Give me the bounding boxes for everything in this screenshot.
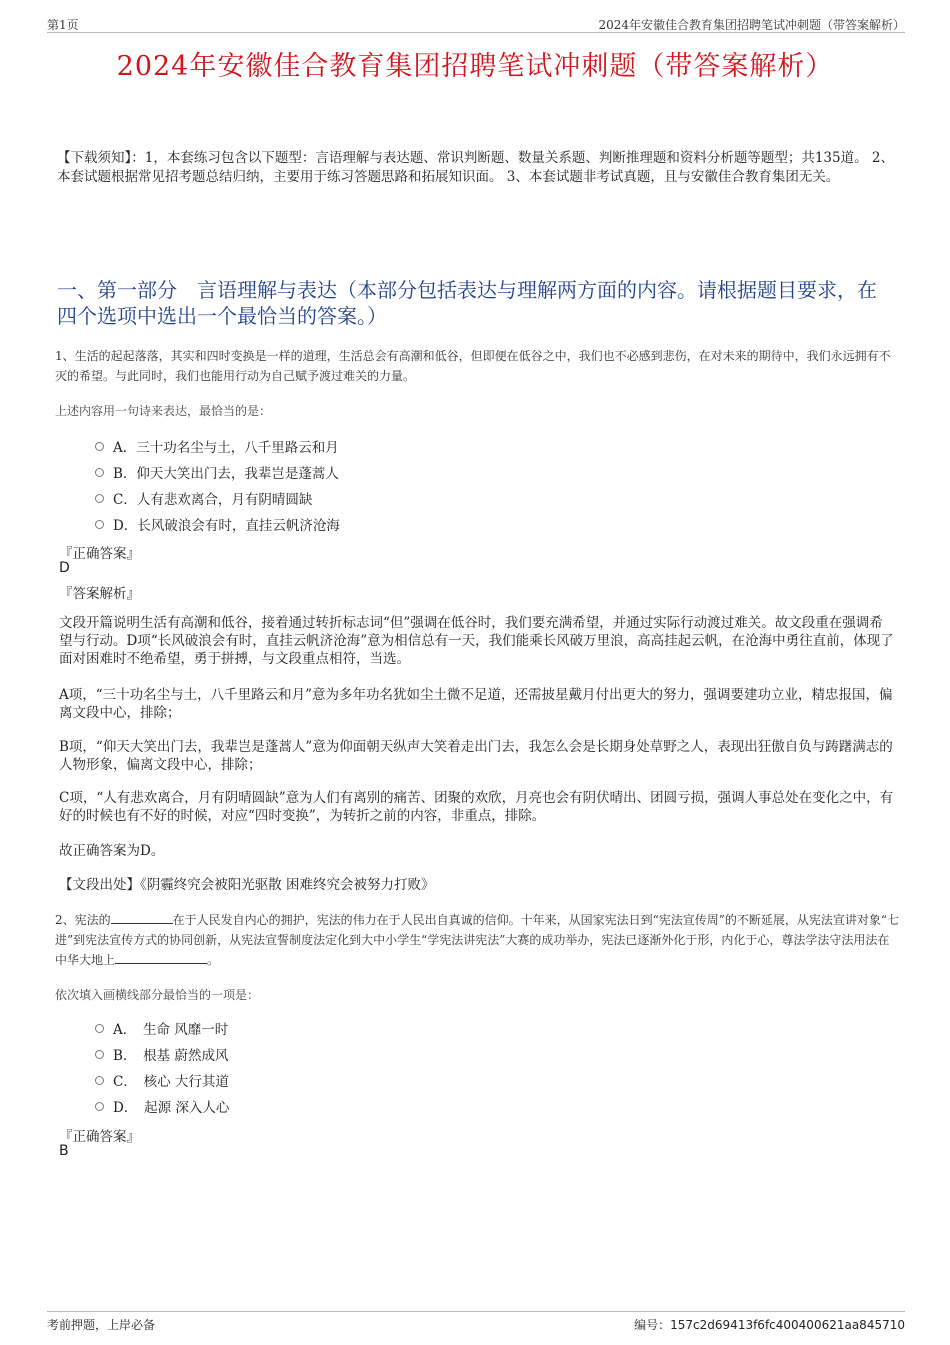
option-a[interactable]: A．三十功名尘与土，八千里路云和月 — [95, 433, 340, 459]
page-header — [47, 14, 905, 33]
page-footer — [47, 1311, 905, 1334]
header-title: 2024年安徽佳合教育集团招聘笔试冲刺题（带答案解析） — [598, 18, 905, 32]
blank-line — [111, 911, 173, 924]
analysis-paragraph: B项，“仰天大笑出门去，我辈岂是蓬蒿人”意为仰面朝天纵声大笑着走出门去，我怎么会是长期身处草野之人，表现出狂傲自负与踌躇满志的人物形象，偏离文段中心，排除； — [59, 739, 893, 773]
option-c[interactable]: C．人有悲欢离合，月有阴晴圆缺 — [95, 485, 340, 511]
option-c[interactable]: C． 核心 大行其道 — [95, 1067, 229, 1093]
analysis-label: 『答案解析』 — [59, 586, 140, 602]
document-code: 编号：157c2d69413f6fc400400621aa845710 — [634, 1318, 905, 1332]
radio-icon[interactable] — [95, 520, 104, 529]
correct-answer: D — [59, 560, 70, 576]
question-1-prompt: 上述内容用一句诗来表达，最恰当的是： — [55, 404, 272, 418]
blank-line — [115, 951, 207, 964]
analysis-paragraph: C项，“人有悲欢离合，月有阴晴圆缺”意为人们有离别的痛苦、团聚的欢欣，月亮也会有阴伏晴出、团圆亏损，强调人事总处在变化之中，有好的时候也有不好的时候，对应“四时变换”，为转折之前的内容，非重点，排除。 — [59, 790, 894, 824]
radio-icon[interactable] — [95, 494, 104, 503]
radio-icon[interactable] — [95, 442, 104, 451]
question-2-prompt: 依次填入画横线部分最恰当的一项是： — [55, 988, 260, 1002]
radio-icon[interactable] — [95, 1102, 104, 1111]
question-2-options — [95, 1015, 229, 1119]
radio-icon[interactable] — [95, 1076, 104, 1085]
radio-icon[interactable] — [95, 1024, 104, 1033]
option-d[interactable]: D． 起源 深入人心 — [95, 1093, 229, 1119]
option-b[interactable]: B． 根基 蔚然成风 — [95, 1041, 229, 1067]
footer-slogan: 考前押题，上岸必备 — [47, 1318, 156, 1332]
option-b[interactable]: B．仰天大笑出门去，我辈岂是蓬蒿人 — [95, 459, 340, 485]
download-notice: 【下载须知】：1，本套练习包含以下题型：言语理解与表达题、常识判断题、数量关系题、判断推理题和资料分析题等题型；共135道。 2、本套试题根据常见招考题总结归纳，主要用于练习答题思路和拓展知识面。 3、本套试题非考试真题，且与安徽佳合教育集团无关。 — [57, 150, 894, 185]
correct-answer: B — [59, 1143, 69, 1159]
source-citation: 【文段出处】《阴霾终究会被阳光驱散 困难终究会被努力打败》 — [59, 877, 435, 893]
question-1-text: 1、生活的起起落落，其实和四时变换是一样的道理，生活总会有高潮和低谷，但即便在低谷之中，我们也不必感到悲伤，在对未来的期待中，我们永远拥有不灭的希望。与此同时，我们也能用行动为自己赋予渡过难关的力量。 — [55, 349, 891, 383]
document-title: 2024年安徽佳合教育集团招聘笔试冲刺题（带答案解析） — [116, 51, 834, 82]
option-d[interactable]: D．长风破浪会有时，直挂云帆济沧海 — [95, 511, 340, 537]
analysis-conclusion: 故正确答案为D。 — [59, 843, 165, 859]
radio-icon[interactable] — [95, 1050, 104, 1059]
option-a[interactable]: A． 生命 风靡一时 — [95, 1015, 229, 1041]
answer-label: 『正确答案』 — [59, 546, 140, 562]
analysis-paragraph: A项，“三十功名尘与土，八千里路云和月”意为多年功名犹如尘土微不足道，还需披星戴月付出更大的努力，强调要建功立业，精忠报国，偏离文段中心，排除； — [59, 687, 893, 721]
radio-icon[interactable] — [95, 468, 104, 477]
question-2-text: 2、宪法的 在于人民发自内心的拥护，宪法的伟力在于人民出自真诚的信仰。十年来，从国家宪法日到“宪法宣传周”的不断延展，从宪法宣讲对象“七进”到宪法宣传方式的协同创新，从宪法宣誓制度法定化到大中小学生“学宪法讲宪法”大赛的成功举办，宪法已逐渐外化于形，内化于心，尊法学法守法用法在中华大地上 。 — [55, 913, 900, 967]
page-number: 第1页 — [47, 18, 79, 32]
question-1-options — [95, 433, 340, 537]
answer-label: 『正确答案』 — [59, 1129, 140, 1145]
section-title: 一、第一部分 言语理解与表达（本部分包括表达与理解两方面的内容。请根据题目要求，在四个选项中选出一个最恰当的答案。） — [57, 278, 877, 328]
analysis-paragraph: 文段开篇说明生活有高潮和低谷，接着通过转折标志词“但”强调在低谷时，我们要充满希望，并通过实际行动渡过难关。故文段重在强调希望与行动。D项“长风破浪会有时，直挂云帆济沧海”意为相信总有一天，我们能乘长风破万里浪，高高挂起云帆，在沧海中勇往直前，体现了面对困难时不绝希望，勇于拼搏，与文段重点相符，当选。 — [59, 615, 894, 667]
